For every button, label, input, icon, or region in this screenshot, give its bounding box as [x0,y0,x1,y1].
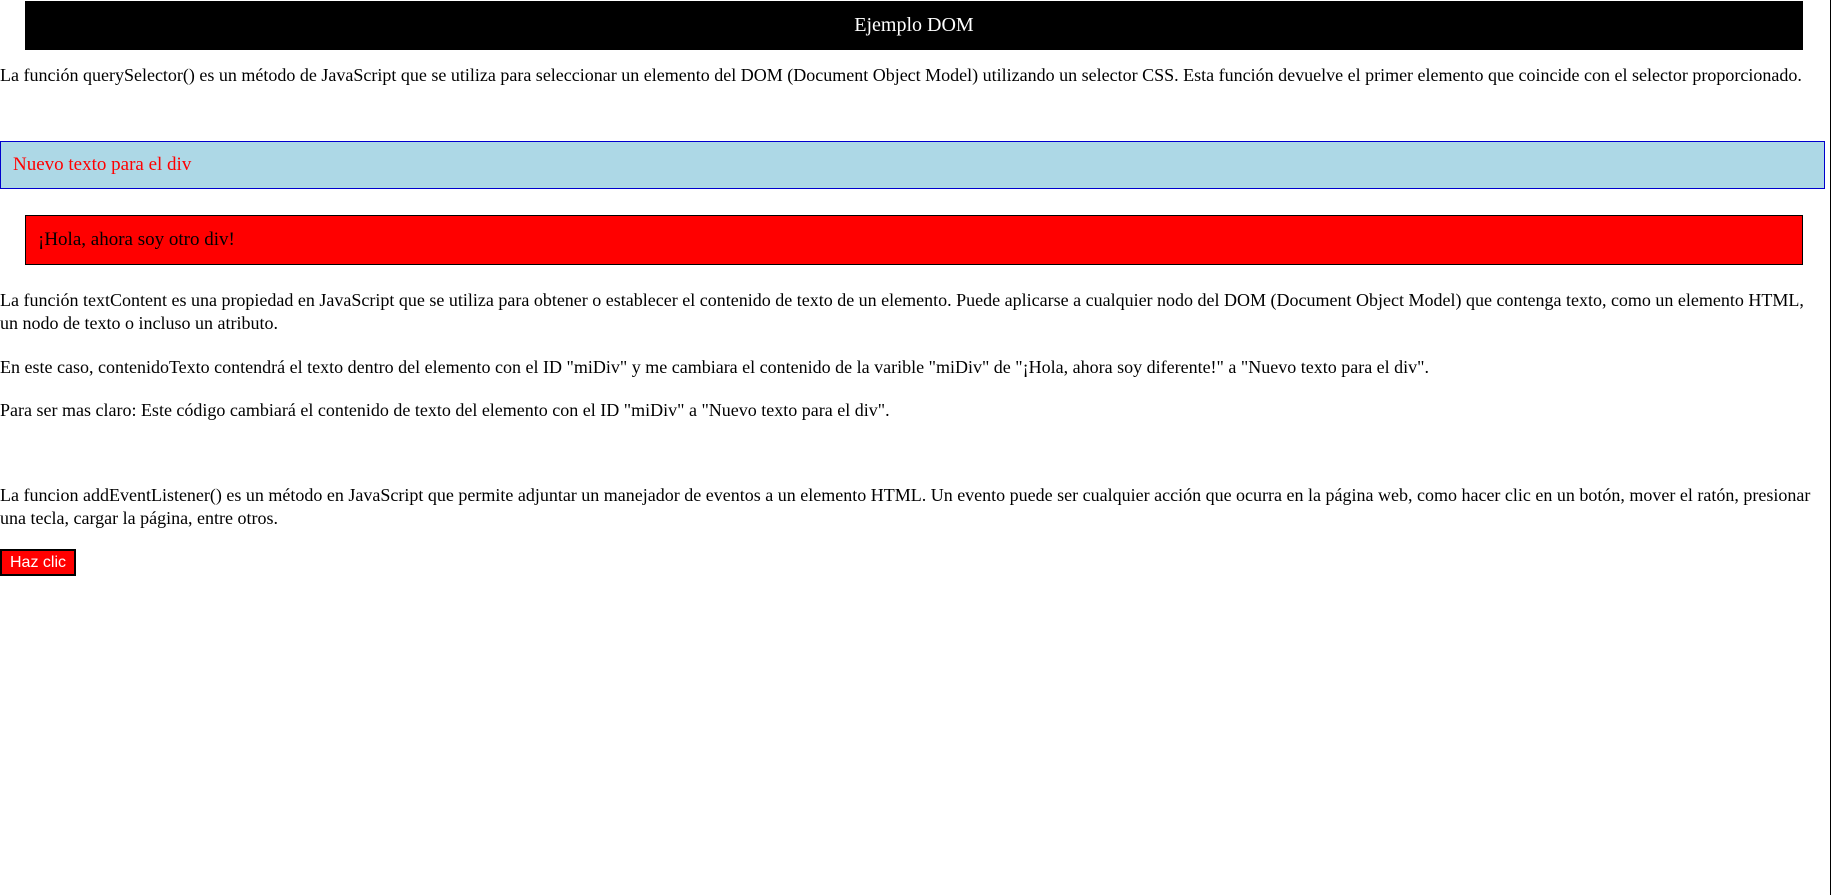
page-header [25,1,1803,50]
otro-div-box [25,215,1803,265]
claro-paragraph: Para ser mas claro: Este código cambiará el contenido de texto del elemento con el ID "miDiv" a "Nuevo texto para el div". [0,400,890,420]
page-title: Ejemplo DOM [854,14,974,36]
mi-div-text: Nuevo texto para el div [13,154,192,175]
otro-div-text: ¡Hola, ahora soy otro div! [38,229,235,250]
text-content-paragraph: La función textContent es una propiedad en JavaScript que se utiliza para obtener o establecer el contenido de texto de un elemento. Puede aplicarse a cualquier nodo del DOM (Document Object Model) que contenga texto, como un elemento HTML, un nodo de texto o incluso un atributo. [0,290,1804,333]
query-selector-paragraph: La función querySelector() es un método de JavaScript que se utiliza para seleccionar un elemento del DOM (Document Object Model) utilizando un selector CSS. Esta función devuelve el primer elemento que coincide con el selector proporcionado. [0,65,1802,85]
event-listener-paragraph: La funcion addEventListener() es un método en JavaScript que permite adjuntar un manejador de eventos a un elemento HTML. Un evento puede ser cualquier acción que ocurra en la página web, como hacer clic en un botón, mover el ratón, presionar una tecla, cargar la página, entre otros. [0,485,1811,528]
haz-clic-button[interactable]: Haz clic [0,549,76,576]
mi-div-box [0,141,1825,189]
caso-paragraph: En este caso, contenidoTexto contendrá el texto dentro del elemento con el ID "miDiv" y me cambiara el contenido de la varible "miDiv" de "¡Hola, ahora soy diferente!" a "Nuevo texto para el div". [0,357,1430,377]
window-right-border [1830,0,1831,895]
